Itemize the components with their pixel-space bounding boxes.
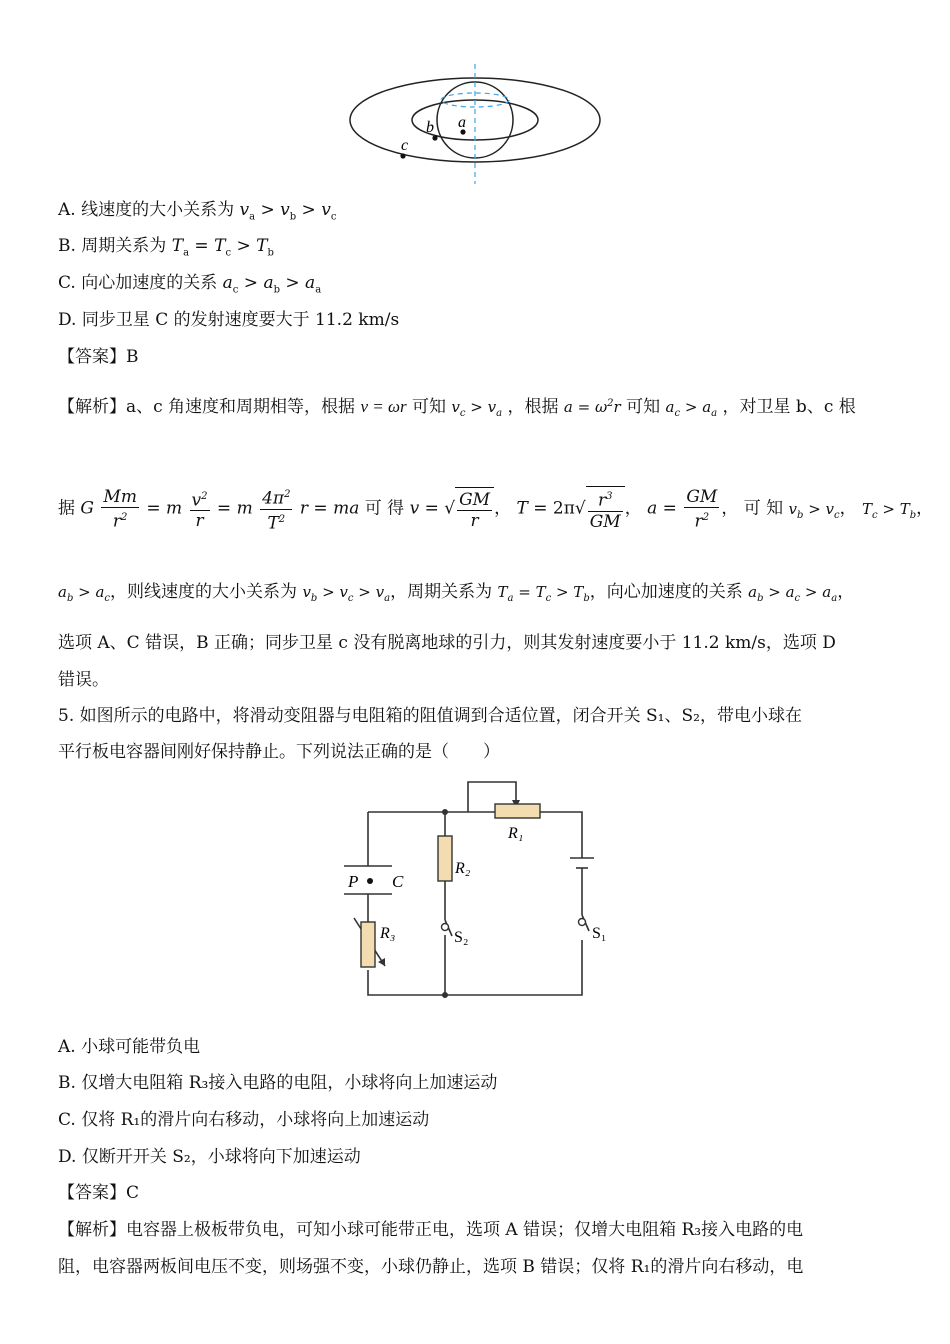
- q5-option-b: B. 仅增大电阻箱 R₃接入电路的电阻，小球将向上加速运动: [58, 1073, 498, 1093]
- circuit-figure: [330, 770, 620, 1005]
- orbit-label-a: a: [458, 114, 466, 131]
- q5-option-d: D. 仅断开开关 S₂，小球将向下加速运动: [58, 1147, 361, 1167]
- q5-option-c: C. 仅将 R₁的滑片向右移动，小球将向上加速运动: [58, 1110, 430, 1130]
- q5-analysis-line2: 阻，电容器两板间电压不变，则场强不变，小球仍静止，选项 B 错误；仅将 R₁的滑片向右移动，电: [58, 1257, 804, 1277]
- formula-v-omega-r: v = ωr: [360, 397, 407, 416]
- orbit-label-c: c: [401, 137, 409, 154]
- label-s1: S₁: [592, 925, 607, 942]
- q4-analysis-line1: 【解析】a、c 角速度和周期相等，根据 v = ωr 可知 $v_c > v_a$ ，根据 $a = \omega^2r$ 可知 $a_c > a_a$ ，对卫星 b、c 根: [58, 397, 856, 419]
- orbit-label-b: b: [426, 119, 434, 136]
- q4-option-c: C. 向心加速度的关系 $a_c > a_b > a_a$: [58, 273, 322, 296]
- q4-option-b: B. 周期关系为 $T_a = T_c > T_b$: [58, 236, 274, 259]
- label-r3: R₃: [380, 925, 396, 942]
- q4-analysis-line5: 错误。: [58, 670, 109, 690]
- label-p: P: [348, 872, 359, 891]
- q4-analysis-line4: 选项 A、C 错误，B 正确；同步卫星 c 没有脱离地球的引力，则其发射速度要小于 11.2 km/s，选项 D: [58, 633, 836, 653]
- q4-analysis-line3: $a_b > a_c$，则线速度的大小关系为 $v_b > v_c > v_a$，周期关系为 $T_a = T_c > T_b$，向心加速度的关系 $a_b > a_c > a_a$，: [58, 582, 855, 604]
- q4-answer: 【答案】B: [58, 347, 139, 367]
- q4-option-d: D. 同步卫星 C 的发射速度要大于 11.2 km/s: [58, 310, 400, 330]
- q5-stem-line1: 5. 如图所示的电路中，将滑动变阻器与电阻箱的阻值调到合适位置，闭合开关 S₁、S₂，带电小球在: [58, 706, 802, 726]
- q5-answer: 【答案】C: [58, 1183, 140, 1203]
- q4-analysis-line2: 据 G $\frac{Mm}{r^2}$ = m $\frac{v^2}{r}$ = m $\frac{4\pi^2}{T^2}$ r = ma 可 得 v = √ $\frac{GM}{r}$ ， T = 2π√ $\frac{r^3}{GM}$ ， a = $\frac{GM}{r^2}$ ， 可 知 $v_b > v_c$， $T_c > T_b$，: [58, 486, 934, 534]
- label-r2: R₂: [455, 860, 471, 877]
- q4-option-a: A. 线速度的大小关系为 $v_a > v_b > v_c$: [58, 200, 337, 223]
- label-r1: R₁: [508, 825, 524, 842]
- label-c: C: [392, 872, 404, 891]
- label-s2: S₂: [454, 929, 469, 946]
- q5-analysis-line1: 【解析】电容器上极板带负电，可知小球可能带正电，选项 A 错误；仅增大电阻箱 R₃接入电路的电: [58, 1220, 804, 1240]
- orbit-figure: [340, 62, 610, 187]
- q5-option-a: A. 小球可能带负电: [58, 1037, 201, 1057]
- q5-stem-line2: 平行板电容器间刚好保持静止。下列说法正确的是（ ）: [58, 742, 500, 762]
